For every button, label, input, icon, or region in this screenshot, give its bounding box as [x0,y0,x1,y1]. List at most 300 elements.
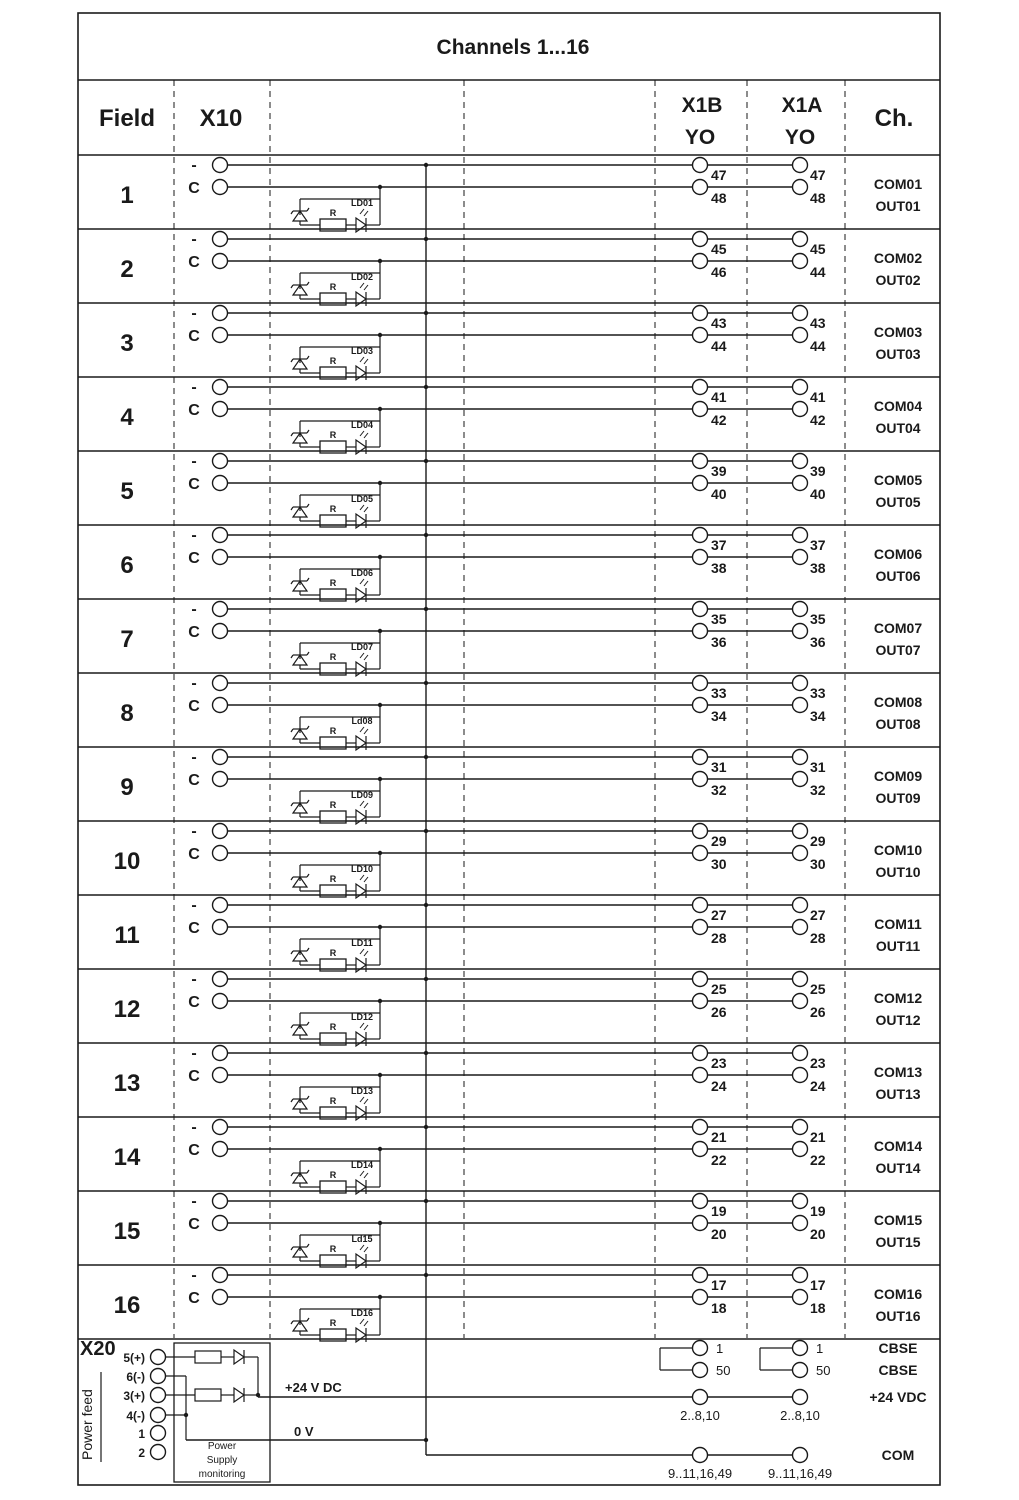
x1a-terminal-bottom [793,180,808,195]
led-ray [364,951,368,956]
x1b-pin-number: 19 [711,1203,727,1219]
x1b-terminal-top [693,528,708,543]
x10-terminal-c [213,624,228,639]
table-frame [78,13,940,1485]
led-label: LD10 [350,864,374,874]
x1b-pin-number: 47 [711,167,727,183]
led-ray [364,1321,368,1326]
led-ray [360,1319,364,1324]
x1a-pin-number: 34 [810,708,826,724]
x1a-pin-number: 31 [810,759,826,775]
channel-com-label: COM16 [873,1286,923,1302]
led-icon [356,810,366,824]
channel-out-label: OUT06 [875,568,921,584]
x10-terminal-minus [213,454,228,469]
x1a-terminal-top [793,306,808,321]
led-icon [356,1328,366,1342]
x10-c-label: C [188,698,200,715]
cbse-terminal [693,1363,708,1378]
x1b-pin-number: 23 [711,1055,727,1071]
fuse-icon [195,1389,221,1401]
x1a-pin-number: 41 [810,389,826,405]
led-ray [360,653,364,658]
x1b-pin-number: 46 [711,264,727,280]
x20-terminal [151,1350,166,1365]
x20-label: X20 [80,1338,116,1360]
x1b-terminal-bottom [693,402,708,417]
channel-com-label: COM07 [873,620,923,636]
x1a-terminal-bottom [793,328,808,343]
x1b-terminal-bottom [693,994,708,1009]
supply-pin-label: 2..8,10 [680,1408,720,1423]
x1a-pin-number: 23 [810,1055,826,1071]
resistor-label: R [329,430,337,440]
zener-tip [291,1247,293,1250]
x1a-pin-number: 27 [810,907,826,923]
resistor-label: R [329,1170,337,1180]
zener-tip [291,1321,293,1324]
x1b-terminal-bottom [693,254,708,269]
x1a-terminal-bottom [793,1216,808,1231]
channel-out-label: OUT09 [875,790,921,806]
junction-dot [424,1438,428,1442]
power-ch-label: COM [881,1447,915,1463]
x10-terminal-minus [213,602,228,617]
x1b-pin-number: 31 [711,759,727,775]
x1a-terminal-top [793,528,808,543]
x10-minus-label: - [191,527,197,544]
led-label: LD05 [350,494,374,504]
x1a-pin-number: 37 [810,537,826,553]
resistor-label: R [329,282,337,292]
zener-tip [291,285,293,288]
0v-label: 0 V [294,1424,314,1439]
channel-out-label: OUT12 [875,1012,921,1028]
led-label: LD12 [350,1012,374,1022]
x10-terminal-c [213,550,228,565]
x10-c-label: C [188,180,200,197]
x1a-terminal-bottom [793,476,808,491]
channel-out-label: OUT08 [875,716,921,732]
zener-tip [307,800,309,803]
reverse-diode-icon [234,1350,244,1364]
cbse-terminal [793,1363,808,1378]
channel-com-label: COM11 [874,916,922,932]
x10-terminal-c [213,328,228,343]
x10-c-label: C [188,1216,200,1233]
x1a-pin-number: 44 [810,264,826,280]
channel-row [78,379,940,454]
led-ray [360,1171,364,1176]
led-label: Ld08 [351,716,373,726]
led-ray [360,727,364,732]
x20-pin-label: 3(+) [123,1389,145,1403]
channel-out-label: OUT03 [875,346,921,362]
x10-minus-label: - [191,379,197,396]
zener-tip [307,430,309,433]
x20-pin-label: 2 [138,1446,145,1460]
led-ray [360,949,364,954]
led-label: LD03 [350,346,374,356]
field-number: 4 [120,404,134,431]
x1a-pin-number: 30 [810,856,826,872]
channel-com-label: COM10 [873,842,923,858]
x1a-terminal-bottom [793,920,808,935]
x10-terminal-c [213,1290,228,1305]
x1a-pin-number: 45 [810,241,826,257]
led-ray [364,877,368,882]
resistor-label: R [329,1318,337,1328]
x1b-pin-number: 26 [711,1004,727,1020]
x10-c-label: C [188,476,200,493]
x1a-pin-number: 29 [810,833,826,849]
com-pin-label: 9..11,16,49 [667,1466,733,1481]
channel-com-label: COM08 [873,694,923,710]
x1b-terminal-top [693,898,708,913]
x10-minus-label: - [191,231,197,248]
resistor-label: R [329,874,337,884]
header-x1a-sub: YO [784,126,816,149]
channel-com-label: COM12 [873,990,923,1006]
channel-out-label: OUT15 [875,1234,921,1250]
x1b-terminal-top [693,1120,708,1135]
x1b-terminal-bottom [693,624,708,639]
com-terminal [793,1448,808,1463]
channel-out-label: OUT02 [875,272,921,288]
channel-out-label: OUT13 [875,1086,921,1102]
x1a-terminal-bottom [793,254,808,269]
x20-pin-label: 1 [138,1427,145,1441]
x10-minus-label: - [191,823,197,840]
field-number: 1 [120,182,134,209]
x10-terminal-minus [213,824,228,839]
x1b-pin-number: 44 [711,338,727,354]
power-feed-section [79,1338,927,1482]
led-icon [356,1106,366,1120]
channel-row [78,971,940,1046]
channel-com-label: COM13 [873,1064,923,1080]
x10-terminal-minus [213,1120,228,1135]
x10-c-label: C [188,402,200,419]
led-icon [356,514,366,528]
power-box-label: Supply [206,1455,238,1466]
x1b-pin-number: 41 [711,389,727,405]
x1a-terminal-bottom [793,1142,808,1157]
x1b-terminal-top [693,454,708,469]
x10-terminal-minus [213,158,228,173]
led-icon [356,1254,366,1268]
x20-pin-label: 4(-) [126,1409,145,1423]
resistor-label: R [329,652,337,662]
zener-tip [291,581,293,584]
x1b-pin-number: 17 [711,1277,727,1293]
x10-c-label: C [188,920,200,937]
x1a-terminal-top [793,380,808,395]
x10-terminal-minus [213,676,228,691]
channel-com-label: COM02 [873,250,923,266]
x1a-terminal-top [793,824,808,839]
led-ray [360,875,364,880]
x10-terminal-minus [213,1046,228,1061]
zener-tip [291,1173,293,1176]
zener-tip [307,948,309,951]
led-icon [356,884,366,898]
led-ray [364,1025,368,1030]
x10-terminal-c [213,846,228,861]
x1b-pin-number: 18 [711,1300,727,1316]
x10-terminal-c [213,1216,228,1231]
led-ray [360,801,364,806]
x1b-terminal-bottom [693,1290,708,1305]
x1a-pin-number: 17 [810,1277,826,1293]
field-number: 3 [120,330,134,357]
x10-minus-label: - [191,971,197,988]
led-icon [356,662,366,676]
page-title: Channels 1...16 [436,36,590,59]
channel-row [78,1267,940,1342]
x20-pin-label: 5(+) [123,1351,145,1365]
zener-tip [291,1025,293,1028]
x1b-terminal-top [693,232,708,247]
led-ray [364,1247,368,1252]
led-ray [360,357,364,362]
channel-com-label: COM01 [873,176,923,192]
x1a-terminal-top [793,454,808,469]
x1b-terminal-top [693,1194,708,1209]
led-ray [364,655,368,660]
x1b-pin-number: 33 [711,685,727,701]
zener-tip [291,211,293,214]
x20-terminal [151,1369,166,1384]
x1a-pin-number: 47 [810,167,826,183]
x10-c-label: C [188,1068,200,1085]
x1b-pin-number: 27 [711,907,727,923]
x10-c-label: C [188,994,200,1011]
led-ray [364,507,368,512]
x20-terminal [151,1426,166,1441]
x20-terminal [151,1408,166,1423]
x1a-pin-number: 38 [810,560,826,576]
x1a-pin-number: 21 [810,1129,826,1145]
x1a-terminal-top [793,1194,808,1209]
cbse-terminal [693,1341,708,1356]
channel-rows [78,157,940,1440]
x1a-terminal-top [793,1046,808,1061]
x10-minus-label: - [191,749,197,766]
x1b-pin-number: 28 [711,930,727,946]
x1b-terminal-top [693,676,708,691]
field-number: 6 [120,552,134,579]
zener-tip [291,803,293,806]
field-number: 11 [114,922,140,949]
x1a-pin-number: 26 [810,1004,826,1020]
cbse-pin-label: 1 [716,1341,724,1356]
x10-terminal-c [213,1068,228,1083]
channel-com-label: COM06 [873,546,923,562]
x10-terminal-minus [213,1268,228,1283]
field-number: 8 [120,700,134,727]
zener-tip [291,507,293,510]
x1a-pin-number: 19 [810,1203,826,1219]
led-icon [356,1032,366,1046]
led-ray [364,803,368,808]
x1b-pin-number: 40 [711,486,727,502]
header-x1b-sub: YO [684,126,716,149]
channel-row [78,305,940,380]
x10-terminal-c [213,698,228,713]
x1b-terminal-top [693,602,708,617]
led-ray [364,359,368,364]
x10-c-label: C [188,624,200,641]
led-ray [364,729,368,734]
power-box-label: monitoring [198,1469,246,1480]
resistor-label: R [329,1096,337,1106]
field-number: 5 [120,478,134,505]
x1a-pin-number: 36 [810,634,826,650]
led-icon [356,440,366,454]
x10-terminal-minus [213,528,228,543]
x1a-terminal-top [793,972,808,987]
led-ray [360,209,364,214]
zener-tip [307,578,309,581]
resistor-label: R [329,504,337,514]
channel-out-label: OUT05 [875,494,921,510]
channel-row [78,601,940,676]
x1b-pin-number: 48 [711,190,727,206]
x1a-pin-number: 40 [810,486,826,502]
x1b-terminal-top [693,750,708,765]
resistor-label: R [329,1022,337,1032]
x1a-terminal-bottom [793,698,808,713]
led-ray [364,581,368,586]
x1b-pin-number: 43 [711,315,727,331]
resistor-label: R [329,578,337,588]
zener-tip [291,729,293,732]
x10-minus-label: - [191,453,197,470]
power-ch-label: CBSE [878,1362,918,1378]
zener-tip [307,208,309,211]
channel-row [78,823,940,898]
led-label: LD02 [350,272,374,282]
x10-minus-label: - [191,1119,197,1136]
x1a-terminal-bottom [793,624,808,639]
channel-row [78,1193,940,1268]
x10-terminal-c [213,476,228,491]
zener-tip [291,1099,293,1102]
x1b-terminal-bottom [693,698,708,713]
x10-terminal-c [213,920,228,935]
x1b-terminal-bottom [693,920,708,935]
x10-terminal-minus [213,1194,228,1209]
led-label: LD01 [350,198,374,208]
x1b-terminal-bottom [693,328,708,343]
x1b-pin-number: 42 [711,412,727,428]
fuse-icon [195,1351,221,1363]
x1a-terminal-bottom [793,772,808,787]
x1a-pin-number: 48 [810,190,826,206]
channel-out-label: OUT01 [875,198,921,214]
x1b-pin-number: 21 [711,1129,727,1145]
x10-terminal-minus [213,306,228,321]
x1a-pin-number: 32 [810,782,826,798]
x1a-terminal-top [793,898,808,913]
x20-terminal [151,1445,166,1460]
zener-tip [307,1318,309,1321]
x10-c-label: C [188,254,200,271]
x10-terminal-c [213,1142,228,1157]
x1a-pin-number: 22 [810,1152,826,1168]
x1a-pin-number: 39 [810,463,826,479]
x10-minus-label: - [191,601,197,618]
x10-minus-label: - [191,897,197,914]
x1a-pin-number: 18 [810,1300,826,1316]
power-box-label: Power [207,1441,237,1452]
x10-c-label: C [188,846,200,863]
led-icon [356,1180,366,1194]
x1b-pin-number: 30 [711,856,727,872]
x1a-pin-number: 35 [810,611,826,627]
x1a-terminal-top [793,232,808,247]
header-x1a: X1A [781,94,823,117]
zener-tip [307,1096,309,1099]
com-pin-label: 9..11,16,49 [767,1466,833,1481]
field-number: 12 [113,996,141,1023]
x10-minus-label: - [191,1267,197,1284]
x1a-terminal-top [793,1120,808,1135]
led-ray [364,1173,368,1178]
x20-pin-label: 6(-) [126,1370,145,1384]
resistor-label: R [329,356,337,366]
reverse-diode-icon [234,1388,244,1402]
channel-out-label: OUT14 [875,1160,921,1176]
zener-tip [307,652,309,655]
x1b-pin-number: 37 [711,537,727,553]
cbse-pin-label: 50 [816,1363,831,1378]
24v-label: +24 V DC [285,1380,342,1395]
zener-tip [291,433,293,436]
x1b-pin-number: 38 [711,560,727,576]
x1a-terminal-top [793,158,808,173]
x10-terminal-minus [213,232,228,247]
x1b-pin-number: 39 [711,463,727,479]
channel-row [78,157,940,232]
channel-com-label: COM03 [873,324,923,340]
x1a-terminal-top [793,602,808,617]
channel-row [78,897,940,972]
x1b-pin-number: 24 [711,1078,727,1094]
x1b-terminal-bottom [693,846,708,861]
channel-row [78,231,940,306]
x10-terminal-minus [213,750,228,765]
channel-out-label: OUT07 [875,642,921,658]
x1a-terminal-top [793,676,808,691]
field-number: 9 [120,774,134,801]
channel-row [78,1045,940,1120]
channel-row [78,527,940,602]
x1a-pin-number: 42 [810,412,826,428]
x10-terminal-minus [213,898,228,913]
resistor-label: R [329,208,337,218]
x1b-terminal-top [693,1046,708,1061]
zener-tip [307,726,309,729]
zener-tip [291,359,293,362]
channel-com-label: COM14 [873,1138,923,1154]
zener-tip [307,1022,309,1025]
field-number: 15 [113,1218,141,1245]
supply-pin-label: 2..8,10 [780,1408,820,1423]
x1b-terminal-top [693,158,708,173]
led-label: LD16 [350,1308,374,1318]
